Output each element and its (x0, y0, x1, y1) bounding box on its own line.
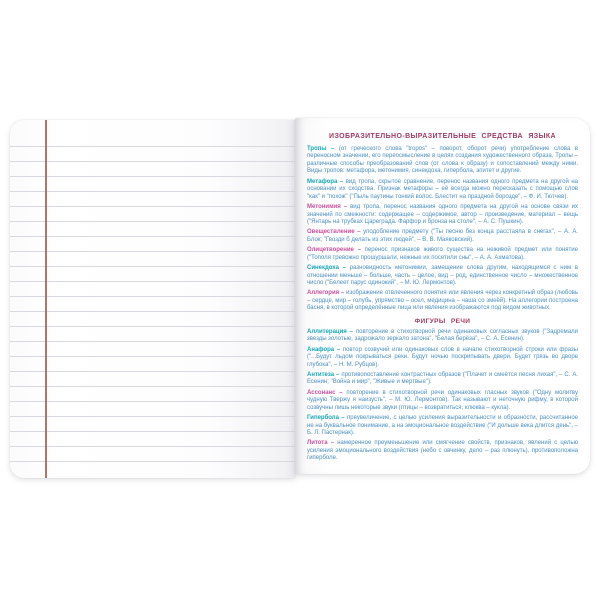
glossary-entry (307, 415, 578, 437)
ruled-lines (10, 146, 295, 466)
term-label: Аллитерация – (307, 328, 354, 335)
figures-list (307, 329, 578, 463)
glossary-entry (307, 204, 578, 226)
term-definition: повторение в стихотворной речи одинаковых согласных звуков ("Задремали звезды золотые, задрожало зеркало затона", "Белая берёза", – С. А. Есенин). (307, 328, 578, 343)
term-label: Метафора – (307, 178, 344, 185)
term-definition: перенос признаков живого существа на неживой предмет или понятие ("Тополя тревожно прошуршали, нежные их посетили сны", – А. А. Ахматова). (307, 247, 578, 261)
margin-line (45, 120, 47, 478)
term-label: Гипербола – (307, 415, 345, 422)
term-definition: повторение в стихотворной речи одинаковых гласных звуков ("Одну молитву чудную Твержу я наизусть", – М. Ю. Лермонтов). Так называют и неточную рифму, в которой созвучны лишь некоторые звуки (птицы – возвратиться, клюква – кукла). (307, 389, 578, 411)
glossary-entry (307, 390, 578, 412)
term-definition: изображение отвлеченного понятия или явления через конкретный образ (любовь – сердце, мир – голубь, упрямство – осел, медицина – чаша со змеёй). На аллегории построена басня, в которой определённые лица или явления изображаются под видом животных. (307, 290, 578, 312)
term-label: Овеществление – (307, 229, 361, 236)
term-label: Анафора – (307, 346, 341, 353)
term-label: Ассонанс – (307, 389, 343, 396)
glossary-entry (307, 179, 578, 201)
term-definition: вид тропа, перенос названия одного предмета на другой на основе связи их значений по смежности: содержащее – содержимое, автор – произведение, материал – вещь ("Янтарь на трубках Цареграда. Фарфор и бронза на столе", – А. С. Пушкин). (307, 204, 578, 225)
page-title: ИЗОБРАЗИТЕЛЬНО-ВЫРАЗИТЕЛЬНЫЕ СРЕДСТВА ЯЗЫКА (329, 133, 556, 140)
term-definition: намеренное преуменьшение или смягчение свойств, признаков, явлений с целью усиления эмоционального воздействия (небо с овчинку, дело – раз плюнуть), противоположна гиперболе. (307, 440, 578, 462)
glossary-entry (307, 347, 578, 369)
term-definition: разновидность метонимии, замещение слова другим, находящимся с ним в отношении меньше – больше, часть – целое, вид – род, единственное число – множественное число ("Белеет парус одинокий", – М. Ю. Лермонтов). (307, 265, 578, 286)
glossary-entry (307, 146, 578, 176)
term-definition: повтор созвучий или одинаковых слов в начале стихотворной строки или фразы ("...Будут льдом покрываться реки. Будут ночью поскрипывать двери. Будет грязь во дворе глубока", – Н. М. Рубцов). (307, 346, 578, 368)
term-label: Литота – (307, 440, 335, 447)
tropes-list (307, 146, 578, 313)
glossary-entry (307, 290, 578, 312)
reference-page (295, 118, 590, 474)
figures-of-speech-heading: ФИГУРЫ РЕЧИ (414, 317, 471, 325)
term-label: Антитеза – (307, 371, 340, 378)
term-label: Аллегория – (307, 290, 345, 297)
term-definition: уподобление предмету ("Ты песню без конца расстаяла в снегах", – А. А. Блок; "Гвозди б делать из этих людей", – В. В. Маяковский). (307, 229, 578, 243)
term-label: Олицетворение – (307, 247, 361, 254)
left-lined-page (10, 120, 295, 478)
reference-page-content (307, 133, 578, 468)
glossary-entry (307, 440, 578, 462)
glossary-entry (307, 229, 578, 244)
term-label: Метонимия – (307, 204, 348, 211)
term-definition: (от греческого слова "tropos" – поворот, оборот речи) употребление слова в переносном значении, его переосмысление в целях создания художественного образа. Тропы – различные способы преобразований слов (от слова к образу) и сопоставлений между ними. Виды тропов: метафора, метонимия, синекдоха, гипербола, эпитет и другие. (307, 146, 578, 175)
term-label: Синекдоха – (307, 265, 347, 272)
glossary-entry (307, 329, 578, 344)
term-definition: противопоставление контрастных образов ("Плачет и смеётся песня лихая", – С. А. Есенин; "Война и мир", "Живые и мертвые"). (307, 371, 578, 386)
term-definition: преувеличение, с целью усиления выразительности и образности, рассчитанное не на буквальное понимание, а на эмоциональное воздействие ("И дольше века длится день", – Б. Л. Пастернак). (307, 415, 578, 436)
term-label: Тропы – (307, 146, 335, 152)
glossary-entry (307, 265, 578, 287)
term-definition: вид тропа, скрытое сравнение, перенос названия одного предмета на другой на основании их сходства. Признак метафоры – её всегда можно пересказать с помощью слов "как" и "похож" ("Пыль паутины тонкий волос. Блестит на праздной борозде", – Ф. И. Тютчев). (307, 178, 579, 200)
glossary-entry (307, 372, 578, 387)
glossary-entry (307, 247, 578, 262)
